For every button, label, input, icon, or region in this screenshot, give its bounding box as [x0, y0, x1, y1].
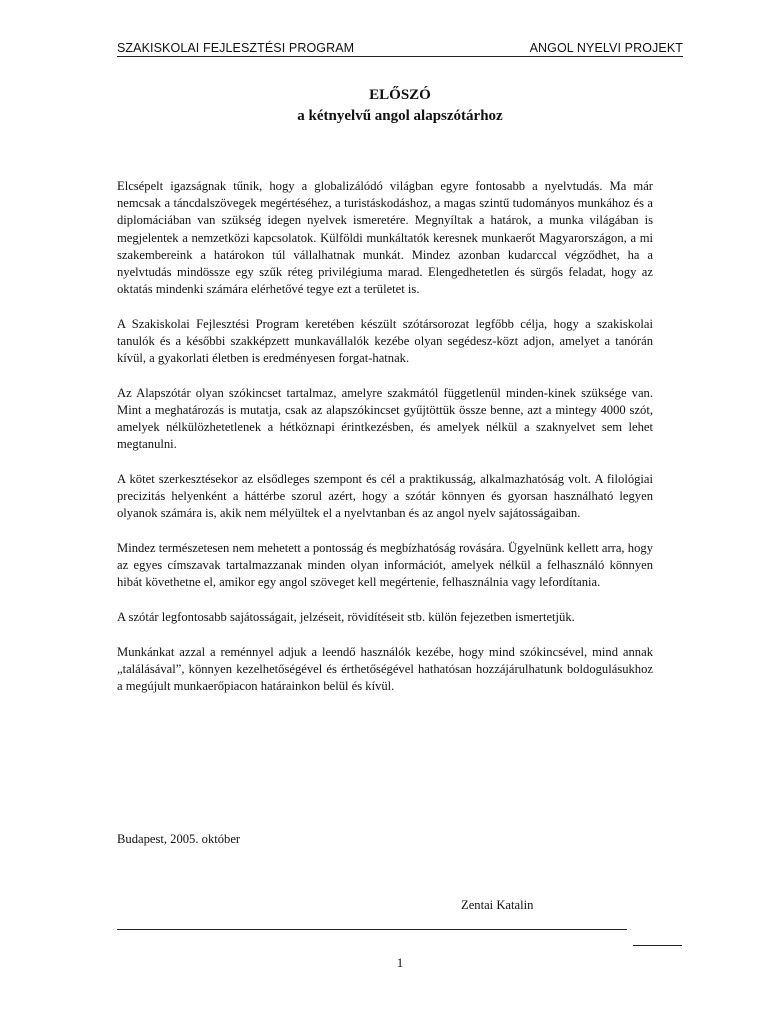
paragraph: A szótár legfontosabb sajátosságait, jelzéseit, rövidítéseit stb. külön fejezetben ismertetjük. [117, 610, 575, 625]
footer-divider [117, 929, 627, 930]
footer-divider-short [633, 945, 682, 946]
preface-body [117, 178, 653, 713]
header-project-title: ANGOL NYELVI PROJEKT [529, 41, 683, 55]
paragraph: A kötet szerkesztésekor az elsődleges szempont és cél a praktikusság, alkalmazhatóság volt. A filológiai precizitás helyenként a háttérbe szorul azért, hogy a szótár könnyen és gyorsan használható legyen olyanok számára is, akik nem mélyültek el a nyelvtanban és az angol nyelv sajátosságaiban. [117, 472, 653, 521]
paragraph: Az Alapszótár olyan szókincset tartalmaz, amelyre szakmától függetlenül minden-kinek szüksége van. Mint a meghatározás is mutatja, csak az alapszókincset gyűjtöttük össze benne, azt a mintegy 4000 szót, amelyek nélkülözhetetlenek a hétköznapi érintkezésben, és amelyek nélkül a szaknyelvet sem lehet megtanulni. [117, 385, 653, 452]
paragraph: A Szakiskolai Fejlesztési Program keretében készült szótársorozat legfőbb célja, hogy a szakiskolai tanulók és a későbbi szakképzett munkavállalók kezébe olyan segédesz-közt adjon, amelyet a tanórán kívül, a gyakorlati életben is eredményesen forgat-hatnak. [117, 316, 653, 366]
header-program-title: SZAKISKOLAI FEJLESZTÉSI PROGRAM [117, 41, 355, 55]
page-number: 1 [396, 955, 404, 970]
paragraph: Munkánkat azzal a reménnyel adjuk a leendő használók kezébe, hogy mind szókincsével, mind annak „találásával”, könnyen kezelhetőségével és érthetőségével hathatósan hozzájárulhatunk boldogulásukhoz a megújult munkaerőpiacon határainkon belül és kívül. [117, 644, 653, 694]
running-header [117, 41, 683, 57]
place-and-date: Budapest, 2005. október [117, 832, 241, 846]
paragraph: Mindez természetesen nem mehetett a pontosság és megbízhatóság rovására. Ügyelnünk kellett arra, hogy az egyes címszavak tartalmazzanak minden olyan információt, amelyek nélkül a felhasználó könnyen hibát követhetne el, amikor egy angol szöveget kell megértenie, felhasználnia vagy lefordítania. [117, 541, 653, 590]
paragraph: Elcsépelt igazságnak tűnik, hogy a globalizálódó világban egyre fontosabb a nyelvtudás. Ma már nemcsak a táncdalszövegek megértéséhez, a turistáskodáshoz, a magas szintű tudományos munkához és a diplomáciában van szükség idegen nyelvek ismeretére. Megnyíltak a határok, a munka világában is megjelentek a nemzetközi kapcsolatok. Külföldi munkáltatók keresnek munkaerőt Magyarországon, a mi szakembereink a határokon túl vállalhatnak munkát. Mindez azonban kudarccal végződhet, ha a nyelvtudás mindössze egy szűk réteg privilégiuma marad. Elengedhetetlen és sürgős feladat, hogy az oktatás mindenki számára elérhetővé tegye ezt a területet is. [117, 179, 653, 297]
page-subtitle: a kétnyelvű angol alapszótárhoz [297, 108, 503, 124]
author-signature: Zentai Katalin [461, 898, 534, 912]
page-title: ELŐSZÓ [369, 87, 431, 103]
